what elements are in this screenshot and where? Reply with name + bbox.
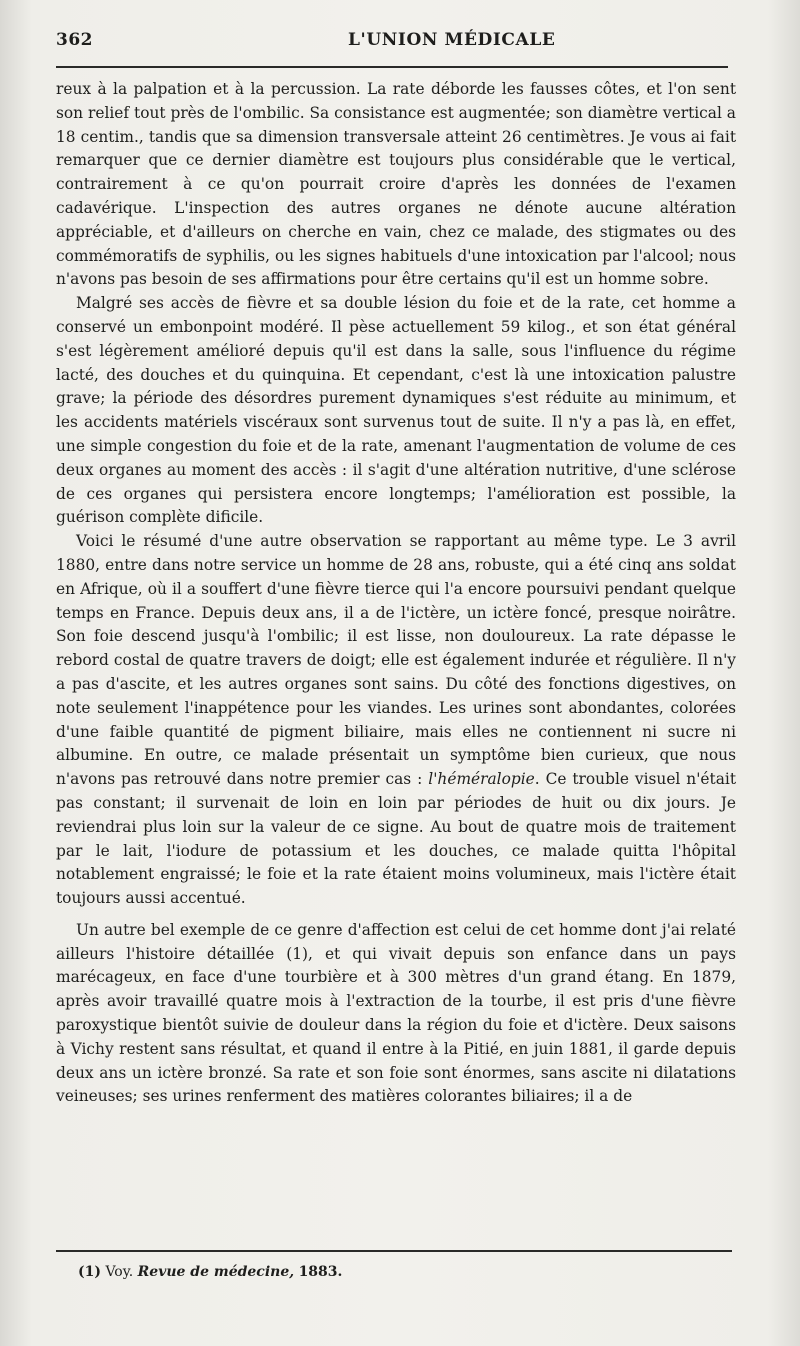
page-header xyxy=(56,30,736,64)
footnote-rule xyxy=(56,1250,732,1252)
body-text xyxy=(56,78,736,1109)
footnote xyxy=(78,1262,718,1282)
paragraph-1: reux à la palpation et à la percussion. La rate déborde les fausses côtes, et l'on sent son relief tout près de l'ombilic. Sa consistance est augmentée; son diamètre vertical a 18 centim., tandis que sa dimension transversale atteint 26 centimètres. Je vous ai fait remarquer que ce dernier diamètre est toujours plus considérable que le vertical, contrairement à ce qu'on pourrait croire d'après les données de l'examen cadavérique. L'inspection des autres organes ne dénote aucune altération appréciable, et d'ailleurs on cherche en vain, chez ce malade, des stigmates ou des commémoratifs de syphilis, ou les signes habituels d'une intoxication par l'alcool; nous n'avons pas besoin de ses affirmations pour être certains qu'il est un homme sobre. xyxy=(56,80,736,289)
paragraph-3-text: Voici le résumé d'une autre observation se rapportant au même type. Le 3 avril 1880, entre dans notre service un homme de 28 ans, robuste, qui a été cinq ans soldat en Afrique, où il a souffert d'une fièvre tierce qui l'a encore poursuivi pendant quelque temps en France. Depuis deux ans, il a de l'ictère, un ictère foncé, presque noirâtre. Son foie descend jusqu'à l'ombilic; il est lisse, non douloureux. La rate dépasse le rebord costal de quatre travers de doigt; elle est également indurée et régulière. Il n'y a pas d'ascite, et les autres organes sont sains. Du côté des fonctions digestives, on note seulement l'inappétence pour les viandes. Les urines sont abondantes, colorées d'une faible quantité de pigment biliaire, mais elles ne contiennent ni sucre ni albumine. En outre, ce malade présentait un symptôme bien curieux, que nous n'avons pas retrouvé dans notre premier cas : xyxy=(56,532,736,789)
footnote-year: 1883. xyxy=(298,1264,343,1280)
footnote-marker: (1) xyxy=(78,1264,101,1280)
footnote-journal-title: Revue de médecine, xyxy=(137,1264,295,1280)
paragraph-3 xyxy=(56,530,736,911)
running-title: L'UNION MÉDICALE xyxy=(348,30,556,50)
italic-term: l'héméralopie xyxy=(428,770,535,789)
paragraph-2: Malgré ses accès de fièvre et sa double lésion du foie et de la rate, cet homme a conservé un embonpoint modéré. Il pèse actuellement 59 kilog., et son état général s'est légèrement amélioré depuis qu'il est dans la salle, sous l'influence du régime lacté, des douches et du quinquina. Et cependant, c'est là une intoxication palustre grave; la période des désordres purement dynamiques s'est réduite au minimum, et les accidents matériels viscéraux sont survenus tout de suite. Il n'y a pas là, en effet, une simple congestion du foie et de la rate, amenant l'augmentation de volume de ces deux organes au moment des accès : il s'agit d'une altération nutritive, d'une sclérose de ces organes qui persistera encore longtemps; l'amélioration est possible, la guérison complète dificile. xyxy=(56,294,736,527)
footnote-prefix: Voy. xyxy=(105,1264,134,1280)
header-rule xyxy=(56,66,728,68)
page-number: 362 xyxy=(56,30,93,50)
paragraph-4: Un autre bel exemple de ce genre d'affection est celui de cet homme dont j'ai relaté ailleurs l'histoire détaillée (1), et qui vivait depuis son enfance dans un pays marécageux, en face d'une tourbière et à 300 mètres d'un grand étang. En 1879, après avoir travaillé quatre mois à l'extraction de la tourbe, il est pris d'une fièvre paroxystique bientôt suivie de douleur dans la région du foie et d'ictère. Deux saisons à Vichy restent sans résultat, et quand il entre à la Pitié, en juin 1881, il garde depuis deux ans un ictère bronzé. Sa rate et son foie sont énormes, sans ascite ni dilatations veineuses; ses urines renferment des matières colorantes biliaires; il a de xyxy=(56,920,736,1106)
paragraph-3-end: . Ce trouble visuel n'était pas constant; il survenait de loin en loin par périodes de huit ou dix jours. Je reviendrai plus loin sur la valeur de ce signe. Au bout de quatre mois de traitement par le lait, l'iodure de potassium et les douches, ce malade quitta l'hôpital notablement engraissé; le foie et la rate étaient moins volumineux, mais l'ictère était toujours aussi accentué. xyxy=(56,770,736,908)
